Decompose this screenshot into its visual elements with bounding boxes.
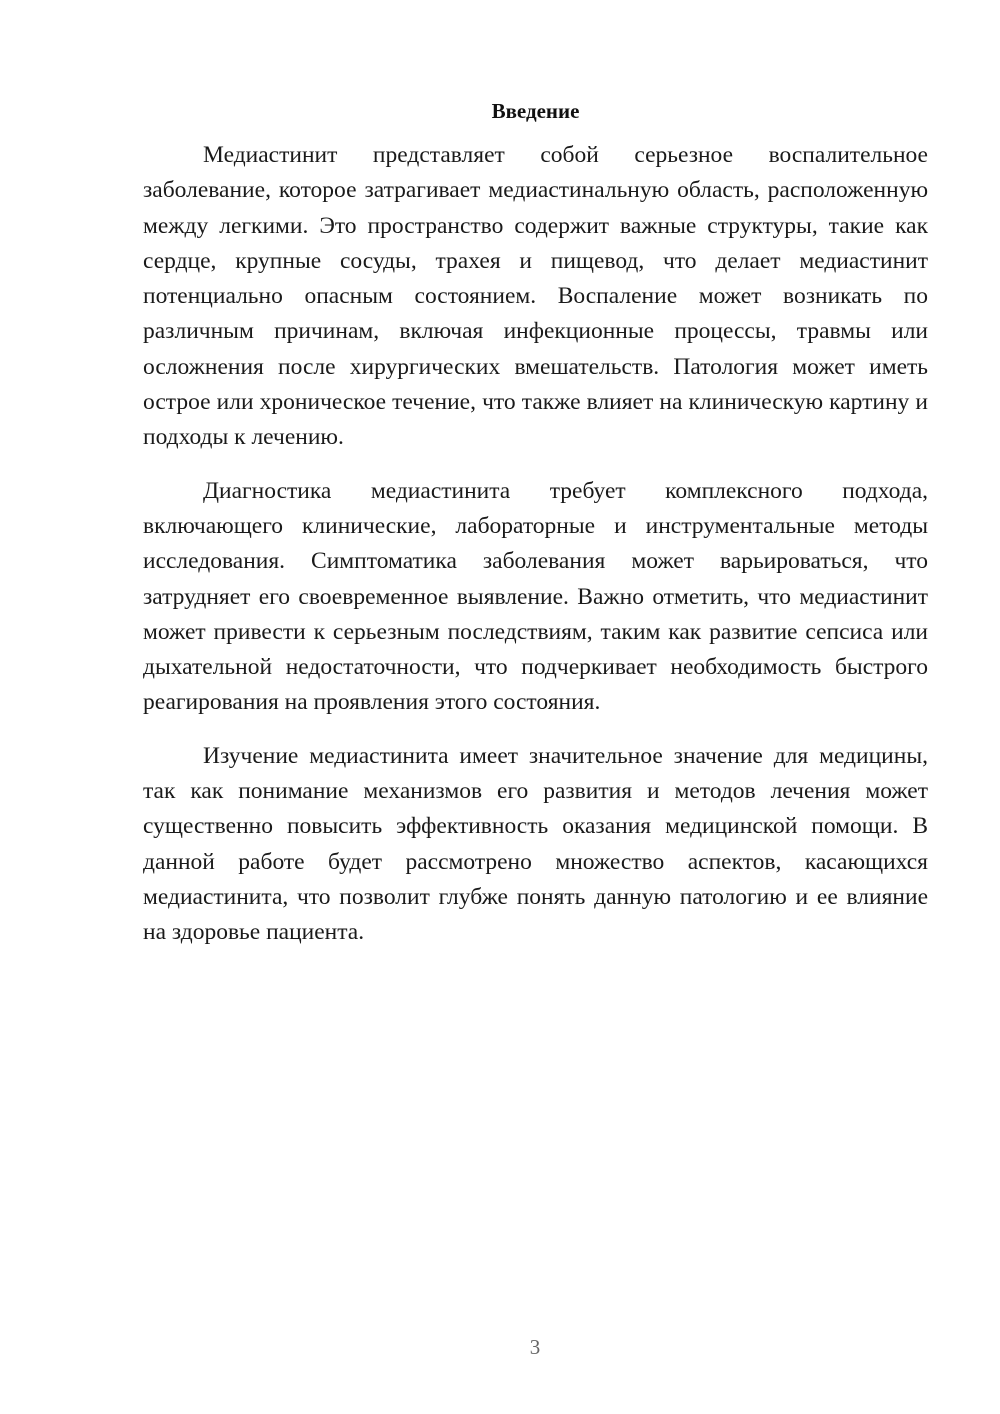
page-number: 3 <box>529 1335 541 1359</box>
section-title: Введение <box>491 99 580 123</box>
paragraph-intro: Медиастинит представляет собой серьезное воспалительное заболевание, которое затрагивает медиастинальную область, расположенную между легкими. Это пространство содержит важные структуры, такие как сердце, крупные сосуды, трахея и пищевод, что делает медиастинит потенциально опасным состоянием. Воспаление может возникать по различным причинам, включая инфекционные процессы, травмы или осложнения после хирургических вмешательств. Патология может иметь острое или хроническое течение, что также влияет на клиническую картину и подходы к лечению. <box>143 142 928 451</box>
paragraph-diagnostics: Диагностика медиастинита требует комплексного подхода, включающего клинические, лабораторные и инструментальные методы исследования. Симптоматика заболевания может варьироваться, что затрудняет его своевременное выявление. Важно отметить, что медиастинит может привести к серьезным последствиям, таким как развитие сепсиса или дыхательной недостаточности, что подчеркивает необходимость быстрого реагирования на проявления этого состояния. <box>143 477 928 716</box>
paragraph-significance: Изучение медиастинита имеет значительное значение для медицины, так как понимание механизмов его развития и методов лечения может существенно повысить эффективность оказания медицинской помощи. В данной работе будет рассмотрено множество аспектов, касающихся медиастинита, что позволит глубже понять данную патологию и ее влияние на здоровье пациента. <box>143 742 928 946</box>
page-content <box>143 96 928 969</box>
